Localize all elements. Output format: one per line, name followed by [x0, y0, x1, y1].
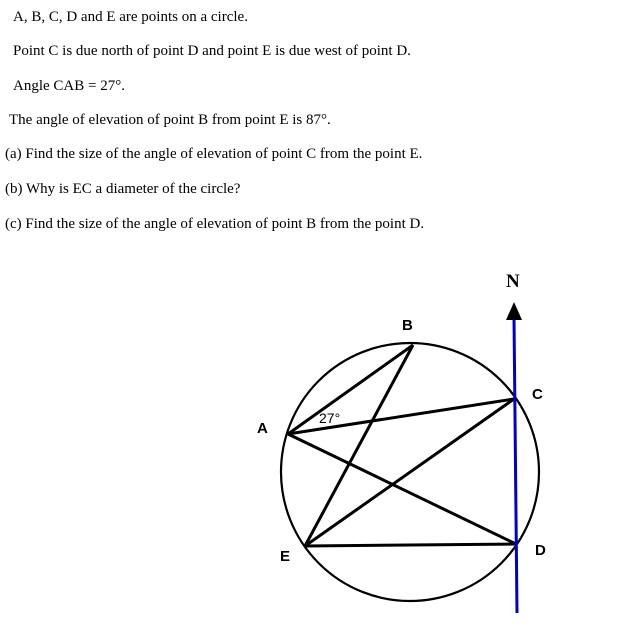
chord-eb: [305, 345, 413, 546]
point-label-a: A: [257, 420, 268, 437]
point-label-b: B: [402, 317, 413, 334]
point-label-d: D: [535, 542, 546, 559]
north-line: [514, 318, 517, 613]
north-arrow-icon: [506, 302, 522, 320]
question-line-angle-cab: Angle CAB = 27°.: [13, 78, 125, 94]
question-line-elevation-b: The angle of elevation of point B from point E is 87°.: [9, 112, 331, 128]
question-part-c: (c) Find the size of the angle of elevation of point B from the point D.: [5, 216, 425, 232]
question-part-b: (b) Why is EC a diameter of the circle?: [5, 181, 241, 197]
chord-ed: [305, 544, 516, 546]
question-line-points-on-circle: A, B, C, D and E are points on a circle.: [13, 9, 248, 25]
point-label-c: C: [532, 386, 543, 403]
question-part-a: (a) Find the size of the angle of elevation of point C from the point E.: [5, 146, 423, 162]
chord-ad: [288, 434, 516, 544]
point-label-e: E: [280, 548, 291, 565]
north-label: N: [506, 271, 520, 292]
question-line-directions: Point C is due north of point D and point E is due west of point D.: [13, 43, 411, 59]
angle-label-cab: 27°: [319, 410, 341, 426]
